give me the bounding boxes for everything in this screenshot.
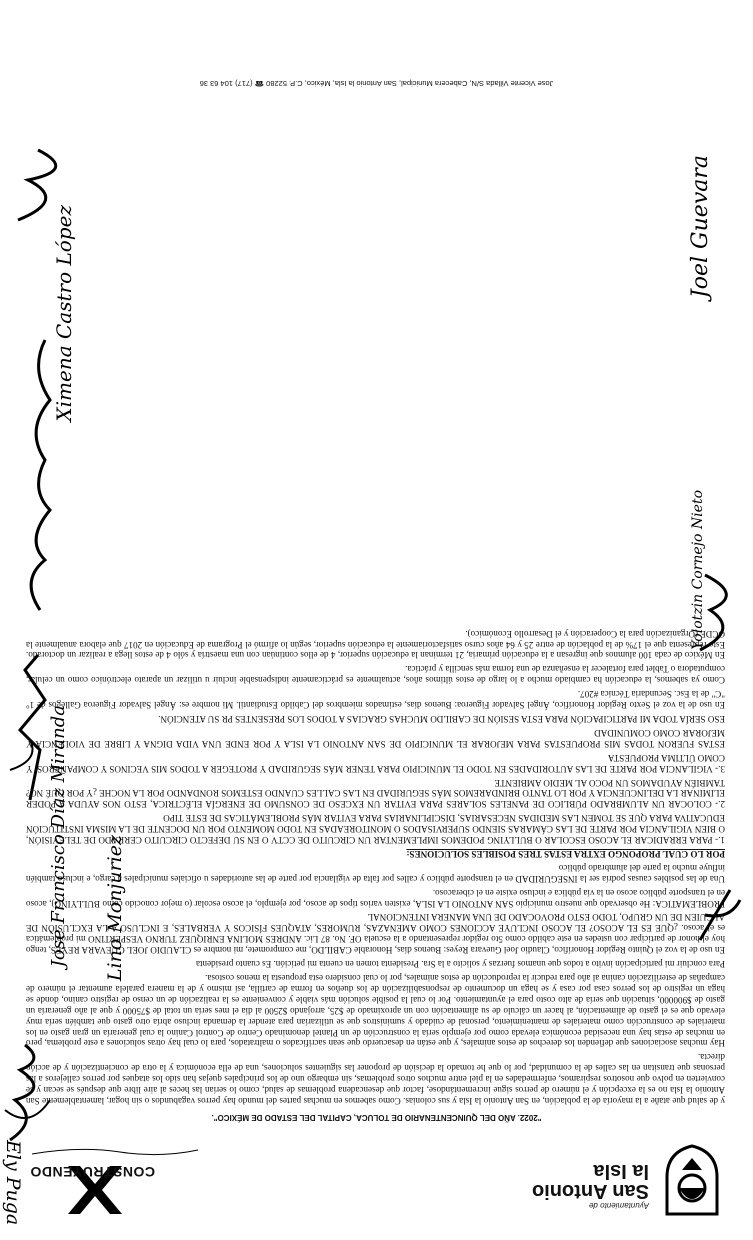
- wordmark-small: Ayuntamiento de: [589, 1201, 649, 1210]
- signature-scribble: [0, 650, 60, 810]
- signature-scribble: [10, 320, 70, 620]
- signature-lino-monjuriez: Lino Monjuriez: [104, 835, 126, 982]
- signature-ximena-castro: Ximena Castro López: [52, 205, 76, 422]
- paragraph: PROBLEMATICA: He observado que nuestro municipio SAN ANTONIO LA ISLA, existen varios tipos de acoso, por ejemplo, el acoso escolar (o mejor conocido como BULLYING), acoso en el transporte público acoso en la vía pública e incluso existe en el ciberacoso.: [26, 887, 725, 909]
- paragraph: En México de cada 100 alumnos que ingresan a la educación primaria, 21 terminan la educación superior, 4 de ellos continúan con una maestría y sólo 4 de estos llega a realizar un doctorado. Esto representa que el 17% de la población de entre 25 y 64 años curso satisfactoriamente la educación superior, según lo afirmó el Programa de Educación en 2017 que elabora anualmente la OCDE (Organización para la Cooperación y el Desarrollo Económico).: [26, 628, 725, 661]
- paragraph: ESO SERÍA TODA MI PARTICIPACIÓN PARA ESTA SESIÓN DE CABILDO MUCHAS GRACIAS A TODOS LOS PRESENTES PR SU ATENCIÓN.: [158, 714, 725, 724]
- document-body: [26, 625, 725, 1106]
- paragraph: POR LO CUAL PROPONGO EXTRA ESTAS TRES POSIBLES SOLUCIONES:: [406, 848, 725, 859]
- paragraph: Como ya sabemos, la educación ha cambiado mucho a lo largo de estos últimos años, actualmente es prácticamente indispensable incluir u utilizar un aparato electrónico como un celular, computadora o Tablet para fortalecer la enseñanza de una forma más sencilla y práctica.: [26, 664, 725, 686]
- footer-address: Jose Vicente Villada S/N, Cabecera Municipal, San Antonio la Isla, México, C.P. 52280 ☎ (717) 104 63 36: [199, 79, 554, 88]
- paragraph: Hay muchas asociaciones que defienden los derechos de estos animales, y que están en desacuerdo que sean sacrificados o maltratados, para lo cual hay otras soluciones a este problema, pero en muchas de estas hay una necesidad económica elevada como por ejemplo sería la construcción de un Plantel denominado Centro de Control Canino la cual generaría un gran gasto en los materiales de construcción como materiales de mantenimiento, personal de cuidado y suministros que se utilizarían para atender la demanda incluso abría otro gasto que también sería muy elevado que es el gasto de alimentación, al hacer un cálculo de su alimentación con un aproximado de $25, arrojando $2500 al día el mes sería un total de $75000 y que al año generaría un gasto de $900000, situación que sería de alto costo para el ayuntamiento. Por lo cual la posible solución más viable y conveniente es la realización de un censo de registro canino, donde se haga un registro de los perros casa por casa y se haga un documento de responsabilización de los dueños en forma de cartilla, así mismo y de la manera paralela aumentar el número de campañas de esterilización canina al año para reducir la reproducción de estos animales, por lo cual considero esta propuesta la menos costosa.: [26, 973, 725, 1049]
- signature-jose-francisco-diaz: José Francisco Díaz Miranda: [48, 705, 69, 968]
- municipality-logo: [497, 1132, 727, 1222]
- paragraph: Una de las posibles causas podría ser la INSEGURIDAD en el transporte público y calles por falta de vigilancia por parte de las autoridades u oficiales municipales a cargo, e incluso también influye mucho la parte del alumbrado público: [26, 862, 725, 884]
- wordmark-line2: la Isla: [593, 1160, 649, 1182]
- paragraph: 1.- PARA ERRADICAR EL ACOSO ESCOLAR O BULLYING PODEMOS IMPLEMENTAR UN CIRCUITO DE CCTV O EN SU DEFECTO CIRCUITO CERRADO DE TELEVISIÓN, O BIEN VIGILANCIA POR PARTE DE LAS CÁMARAS SIENDO SUPERVISADOS O MONITOREADAS EN TODO MOMENTO POR UN DOCENTE DE LA MISMA INSTITUCIÓN EDUCATIVA PARA QUE SE TOMEN LAS MEDIDAS NECESARIAS, DISCIPLINARIAS PARA EVITAR MÁS PROBLEMÁTICAS DE ESTE TIPO: [26, 813, 725, 846]
- year-motto: "2022. AÑO DEL QUINCENTENARIO DE TOLUCA, CAPITAL DEL ESTADO DE MÉXICO".: [211, 1113, 542, 1122]
- construyendo-logo: [30, 1140, 280, 1210]
- signature-scribble: [8, 140, 88, 230]
- paragraph: En uso de la voz el Sexto Regidor Honorífico, Ángel Salvador Figueroa: Buenos días, estimados miembros del Cabildo Estudiantil. Mi nombre es: Ángel Salvador Figueroa Gallegos de 1° "C" de la Esc. Secundaria Técnica #207.: [26, 689, 725, 711]
- letterhead: [0, 1090, 753, 1240]
- paragraph: 2.- COLOCAR UN ALUMBRADO PÚBLICO DE PANELES SOLARES PARA EVITAR UN EXCESO DE CONSUMO DE ENERGÍA ELÉCTRICA, ESTO NOS AYUDA A PODER ELIMINAR LA DELINCUENCIA Y POR LO TANTO BRINDAREMOS MÁS SEGURIDAD EN LAS CALLES CUANDO ESTEMOS RONDANDO POR LA NOCHE ¿Y POR QUÉ NO? TAMBIÉN AYUDAMOS UN POCO AL MEDIO AMBIENTE: [26, 777, 725, 810]
- signature-joel-guevara: Joel Guevara: [688, 155, 713, 299]
- paragraph: En uso de la voz el Quinto Regidor Honorífico, Claudio Joel Guevara Reyes: Buenos días, Honorable CABILDO, me compromete, mi nombre es CLAUDIO JOEL GUEVARA REYES, tengo hoy el honor de participar con ustedes en este cabildo como 5to regidor representando a la escuela OF. No. 87 Lic. ANDRES MOLINA ENRIQUEZ TURNO VESPERTINO mi problemática es el acoso. ¿QUE ES EL ACOSO? EL ACOSO INCLUYE ACCIONES COMO AMENAZAS, RUMORES, ATAQUES FÍSICOS Y VERBALES, E INCLUSO A LA EXCLUSIÓN DE ALGUIEN DE UN GRUPO, TODO ESTO PROVOCADO DE UNA MANERA INTENCIONAL: [26, 912, 725, 956]
- paragraph: 3.- VIGILANCIA POR PARTE DE LAS AUTORIDADES EN TODO EL MUNICIPIO PARA TENER MÁS SEGURIDAD Y PROTEGER A TODOS MIS VECINOS Y COMPAÑEROS. Y COMO ÚLTIMA PROPUESTA: [26, 752, 725, 774]
- paragraph: Para concluir mi participación invito a todos que unamos fuerzas y solicito a la Sra. Presidenta tomen en cuenta mi petición. Es cuanto presidenta: [195, 959, 725, 970]
- signature-yolotzin-cornejo: Yolotzin Cornejo Nieto: [690, 490, 706, 650]
- signature-ely-puga: Ely Puga: [2, 1140, 24, 1226]
- crest-icon: [657, 1142, 727, 1222]
- municipality-wordmark: [532, 1161, 649, 1210]
- wordmark-line1: San Antonio: [531, 1180, 649, 1202]
- paragraph: ESTAS FUERON TODAS MIS PROPUESTAS PARA MEJORAR EL MUNICIPIO DE SAN ANTONIO LA ISLA Y POR ENDE UNA VIDA DIGNA Y LIBRE DE VIOLENCIA Y MEJORAR COMO COMUNIDAD: [26, 727, 725, 749]
- signature-scribble: [690, 880, 750, 950]
- signature-scribble: [0, 1040, 60, 1150]
- construyendo-wordmark: CONSTRUYENDO: [30, 1164, 156, 1180]
- paragraph: y de salud que atañe a la mayoría de la población, en San Antonio la Isla y sus colonias. Como sabemos en muchas partes del mundo hay perros vagabundos o sin hogar, lamentablemente San Antonio la Isla no es la excepción y el número de perros sigue incrementándose, factor que desencadena problemas de salud, como lo serían las heces al aire libre que después se secan y se convierten en polvo que nosotros respiramos, enfermedades en la piel entre muchos otros problemas, sin embargo uno de los principales quejas han sido los ataques por perros callejeros a las personas que transitan en las calles de la comunidad, por lo que he tomado la decisión de proponer las siguientes soluciones, una de ella económica y la otra de concientización y de acción directa.: [26, 1052, 725, 1106]
- signature-scribble: [690, 560, 750, 660]
